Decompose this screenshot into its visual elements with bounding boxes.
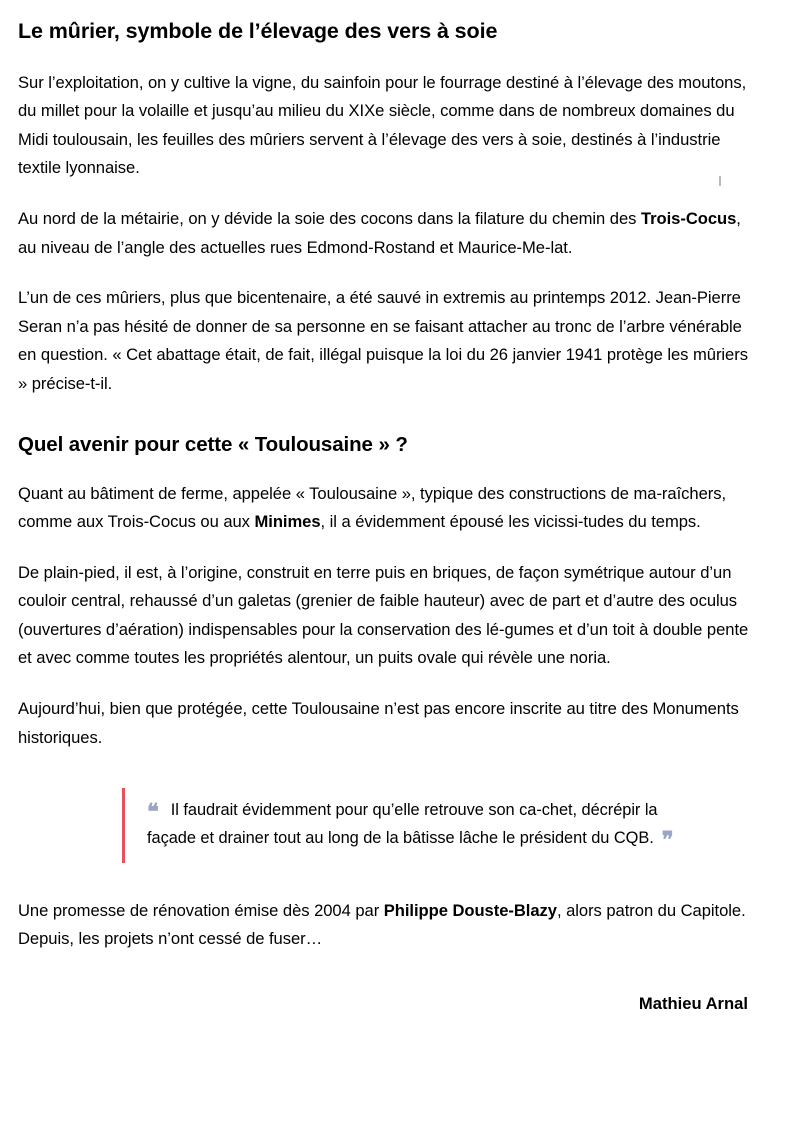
page-title: Le mûrier, symbole de l’élevage des vers à soie xyxy=(18,19,498,43)
section-title: Quel avenir pour cette « Toulousaine » ? xyxy=(18,433,408,457)
body-text: Sur l’exploitation, on y cultive la vigne, du sainfoin pour le fourrage destiné à l’élevage des moutons, du millet pour la volaille et jusqu’au milieu du XIXe siècle, comme dans de nombreux domaines du Midi toulousain, les feuilles des mûriers servent à l’élevage des vers à soie, destinés à l’industrie textile lyonnaise. xyxy=(18,72,747,178)
pull-quote xyxy=(122,788,707,862)
emphasis-text: Trois-Cocus xyxy=(640,209,737,228)
emphasis-text: Minimes xyxy=(254,512,321,532)
body-text: Quant au bâtiment de ferme, appelée « Toulousaine », typique des constructions de ma-raîchers, comme aux Trois-Cocus ou aux xyxy=(18,483,727,532)
body-text: , au niveau de l’angle des actuelles rues Edmond-Rostand et Maurice-Me-lat. xyxy=(18,209,741,257)
quote-open-icon: ❝ xyxy=(147,799,159,825)
scan-artifact xyxy=(719,176,721,186)
intro-paragraphs xyxy=(18,69,756,398)
paragraph xyxy=(18,205,756,262)
emphasis-text: Philippe Douste-Blazy xyxy=(383,900,557,920)
section-paragraphs xyxy=(18,480,756,752)
paragraph xyxy=(18,480,756,537)
paragraph xyxy=(18,695,756,752)
paragraph xyxy=(18,897,756,954)
paragraph xyxy=(18,284,756,398)
body-text: L’un de ces mûriers, plus que bicentenaire, a été sauvé in extremis au printemps 2012. Jean-Pierre Seran n’a pas hésité de donner de sa personne en se faisant attacher au tronc de l’arbre vénérable en question. « Cet abattage était, de fait, illégal puisque la loi du 26 janvier 1941 protège les mûriers » précise-t-il. xyxy=(18,288,748,393)
body-text: Au nord de la métairie, on y dévide la soie des cocons dans la filature du chemin des xyxy=(18,209,641,228)
quote-close-icon: ❞ xyxy=(661,827,674,853)
body-text: De plain-pied, il est, à l’origine, construit en terre puis en briques, de façon symétrique autour d’un couloir central, rehaussé d’un galetas (grenier de faible hauteur) avec de part et d’autre des oculus (ouvertures d’aération) indispensables pour la conservation des lé-gumes et d’un toit à double pente et avec comme toutes les propriétés alentour, un puits ovale qui révèle une noria. xyxy=(18,562,749,668)
paragraph xyxy=(18,69,756,183)
body-text: , alors patron du Capitole. Depuis, les projets n’ont cessé de fuser… xyxy=(18,900,746,949)
paragraph xyxy=(18,559,756,673)
body-text: Une promesse de rénovation émise dès 2004 par xyxy=(18,900,384,920)
pull-quote-text xyxy=(147,796,707,852)
body-text: , il a évidemment épousé les vicissi-tudes du temps. xyxy=(320,512,701,532)
body-text: Aujourd’hui, bien que protégée, cette Toulousaine n’est pas encore inscrite au titre des Monuments historiques. xyxy=(18,699,739,747)
pull-quote-body: Il faudrait évidemment pour qu’elle retrouve son ca-chet, décrépir la façade et drainer tout au long de la bâtisse lâche le président du CQB. xyxy=(147,801,658,848)
author-signature: Mathieu Arnal xyxy=(638,993,748,1013)
